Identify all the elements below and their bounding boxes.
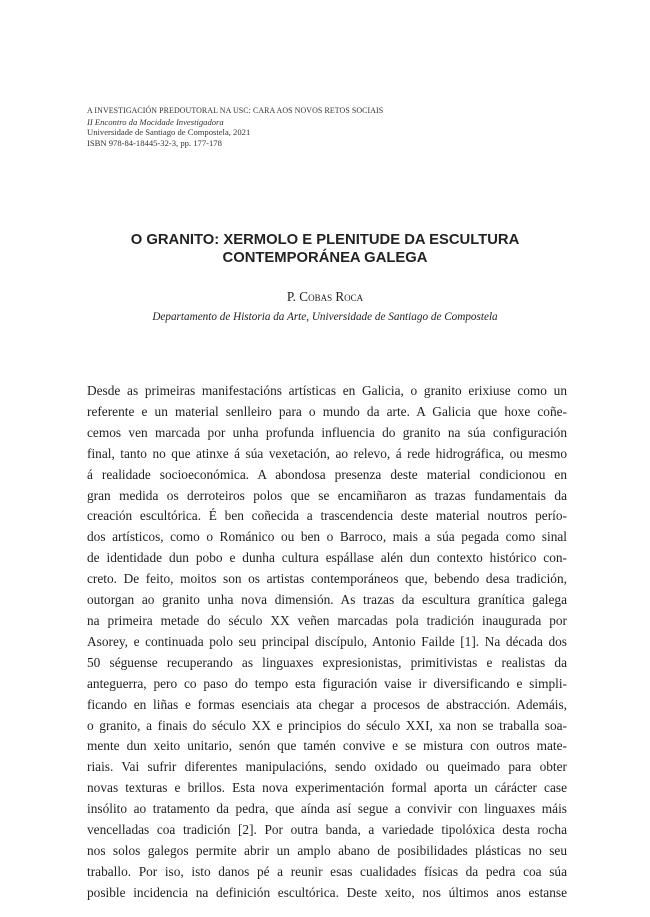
body-line: posible incidencia na definición escultórica. Deste xeito, nos últimos anos estanse [87,884,567,900]
series-title: A INVESTIGACIÓN PREDOUTORAL NA USC: CARA AOS NOVOS RETOS SOCIAIS [87,106,384,115]
body-line: Desde as primeiras manifestacións artísticas en Galicia, o granito erixiuse como un [87,383,567,398]
event-name: II Encontro da Mocidade Investigadora [87,116,224,127]
body-line: final, tanto no que atinxe á súa vexetación, ao relevo, á rede hidrográfica, ou mesmo [87,445,567,461]
publication-header [87,106,567,148]
body-line: creación escultórica. É ben coñecida a trascendencia deste material noutros perío- [87,508,567,524]
body-line: ficando en liñas e formas esenciais ata chegar a procesos de abstracción. Ademáis, [87,696,567,712]
body-line: insólito ao tratamento da pedra, que aínda así segue a convivir con linguaxes máis [87,801,567,817]
body-line: dos artísticos, como o Románico ou ben o Barroco, mais a súa pegada como sinal [87,529,567,545]
body-line: de identidade dun pobo e dunha cultura espállase alén dun contexto histórico con- [87,550,567,566]
body-line: 50 séguense recuperando as linguaxes expresionistas, primitivistas e realistas da [87,654,567,670]
body-line: cemos ven marcada por unha profunda influencia do granito na súa configuración [87,424,567,440]
body-line: vencelladas coa tradición [2]. Por outra banda, a variedade tipolóxica desta rocha [87,822,567,838]
title-line-1: O GRANITO: XERMOLO E PLENITUDE DA ESCULTURA [130,232,520,248]
body-line: novas texturas e brillos. Esta nova experimentación formal aporta un cárácter case [87,780,567,796]
body-line: traballo. Por iso, isto danos pé a reunir esas cualidades físicas da pedra coa súa [87,863,567,879]
affiliation: Departamento de Historia da Arte, Universidade de Santiago de Compostela [152,311,498,323]
body-line: á realidade socioeconómica. A abondosa presenza deste material condicionou en [87,466,567,482]
title-line-2: CONTEMPORÁNEA GALEGA [222,249,428,266]
body-line: o granito, a finais do século XX e principios do século XXI, xa non se traballa soa- [87,717,567,733]
body-line: mente dun xeito unitario, senón que tamén convive e se mistura con outros mate- [87,738,567,754]
isbn-line: ISBN 978-84-18445-32-3, pp. 177-178 [87,137,222,148]
publisher-line: Universidade de Santiago de Compostela, 2021 [87,127,251,137]
body-line: outorgan ao granito unha nova dimensión. As trazas da escultura granítica galega [87,592,567,608]
author-name: Cobas Roca [299,289,364,304]
body-line: gran medida os derroteiros polos que se encamiñaron as trazas fundamentais da [87,487,567,503]
paper-title [60,232,590,267]
body-line: creto. De feito, moitos son os artistas contemporáneos que, bebendo desa tradición, [87,571,567,587]
body-line: Asorey, e continuada polo seu principal discípulo, Antonio Failde [1]. Na década dos [87,633,567,649]
body-text [87,381,567,904]
author [60,289,590,305]
body-line: nos solos galegos permite abrir un amplo abano de posibilidades plásticas no seu [87,842,567,858]
author-initial: P. [286,289,296,304]
body-line: anteguerra, pero co paso do tempo esta figuración vaise ir diversificando e simpli- [87,675,567,691]
body-line: riais. Vai sufrir diferentes manipulacións, sendo oxidado ou queimado para obter [87,759,567,775]
body-line: referente e un material senlleiro para o mundo da arte. A Galicia que hoxe coñe- [87,403,567,419]
body-line: na primeira metade do século XX veñen marcadas pola tradición inaugurada por [87,612,567,628]
